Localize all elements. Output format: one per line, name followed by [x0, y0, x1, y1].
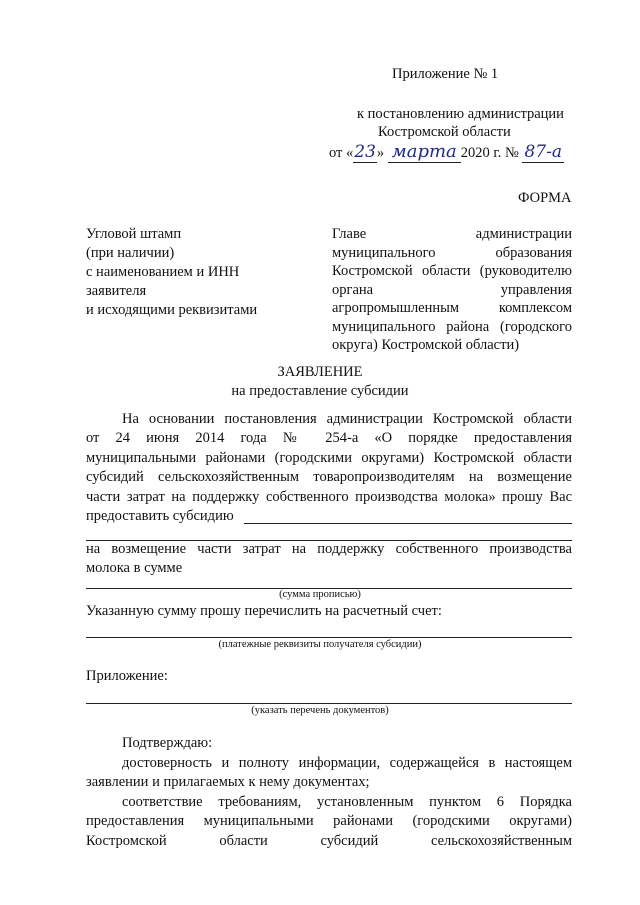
handwritten-day: 23	[354, 142, 376, 162]
paragraph-line: на возмещение части затрат на поддержку собственного производства	[86, 541, 572, 557]
main-paragraph	[86, 410, 572, 526]
confirm-item-1	[86, 754, 572, 793]
paragraph-line: предоставить субсидию	[86, 508, 234, 525]
addressee-line: агропромышленным комплексом	[332, 300, 572, 316]
paragraph-line: достоверность и полноту информации, содержащейся в настоящем	[122, 755, 572, 771]
addressee-line: Главе администрации	[332, 226, 572, 242]
document-subtitle: на предоставление субсидии	[231, 383, 409, 399]
date-year: 2020 г. №	[460, 145, 519, 161]
addressee-line: округа) Костромской области)	[332, 337, 520, 353]
sum-caption: (сумма прописью)	[279, 589, 361, 600]
paragraph-line: части затрат на поддержку собственного производства молока» прошу Вас	[86, 488, 572, 505]
requisites-caption: (платежные реквизиты получателя субсидии)	[218, 639, 422, 650]
confirm-heading: Подтверждаю:	[122, 735, 213, 751]
paragraph-line: молока в сумме	[86, 560, 183, 577]
addressee-line: Костромской области (руководителю	[332, 263, 572, 279]
corner-stamp-line: Угловой штамп	[86, 226, 182, 242]
confirm-item-2	[86, 793, 572, 851]
transfer-text: Указанную сумму прошу перечислить на расчетный счет:	[86, 603, 442, 619]
addressee-line: органа управления	[332, 281, 572, 298]
corner-stamp-block	[86, 225, 257, 320]
paragraph-line: субсидий сельскохозяйственным товаропроизводителям на возмещение	[86, 469, 572, 486]
handwritten-month: марта	[388, 141, 461, 163]
corner-stamp-line: заявителя	[86, 283, 147, 299]
handwritten-number: 87-а	[524, 142, 562, 162]
paragraph-line: муниципальными районами (городскими округами) Костромской области	[86, 449, 572, 466]
corner-stamp-line: и исходящими реквизитами	[86, 302, 258, 318]
subsidy-fill-line	[244, 523, 572, 524]
paragraph-line: предоставления муниципальными районами (городскими округами)	[86, 813, 572, 830]
corner-stamp-line: (при наличии)	[86, 245, 175, 261]
addressee-line: муниципального района (городского	[332, 318, 572, 335]
date-mid: »	[376, 145, 388, 161]
paragraph-line: заявлении и прилагаемых к нему документах;	[86, 774, 370, 791]
region-line: Костромской области	[378, 124, 511, 140]
appendix-label: Приложение № 1	[392, 66, 499, 82]
paragraph-line: На основании постановления администрации Костромской области	[122, 411, 572, 427]
addressee-line: муниципального образования	[332, 244, 572, 261]
date-line	[329, 141, 564, 162]
documents-caption: (указать перечень документов)	[251, 705, 389, 716]
form-label: ФОРМА	[518, 190, 572, 206]
paragraph-line: соответствие требованиям, установленным пунктом 6 Порядка	[122, 794, 572, 810]
paragraph-line: от 24 июня 2014 года № 254-а «О порядке предоставления	[86, 430, 572, 447]
attachment-label: Приложение:	[86, 668, 168, 684]
paragraph-line: Костромской области субсидий сельскохозяйственным	[86, 832, 572, 849]
addressee-block	[332, 225, 572, 355]
document-title: ЗАЯВЛЕНИЕ	[277, 364, 363, 380]
requisites-fill-line	[86, 637, 572, 638]
purpose-paragraph	[86, 540, 572, 579]
date-prefix: от «	[329, 145, 354, 161]
resolution-line: к постановлению администрации	[357, 106, 564, 122]
documents-fill-line	[86, 703, 572, 704]
corner-stamp-line: с наименованием и ИНН	[86, 264, 240, 280]
